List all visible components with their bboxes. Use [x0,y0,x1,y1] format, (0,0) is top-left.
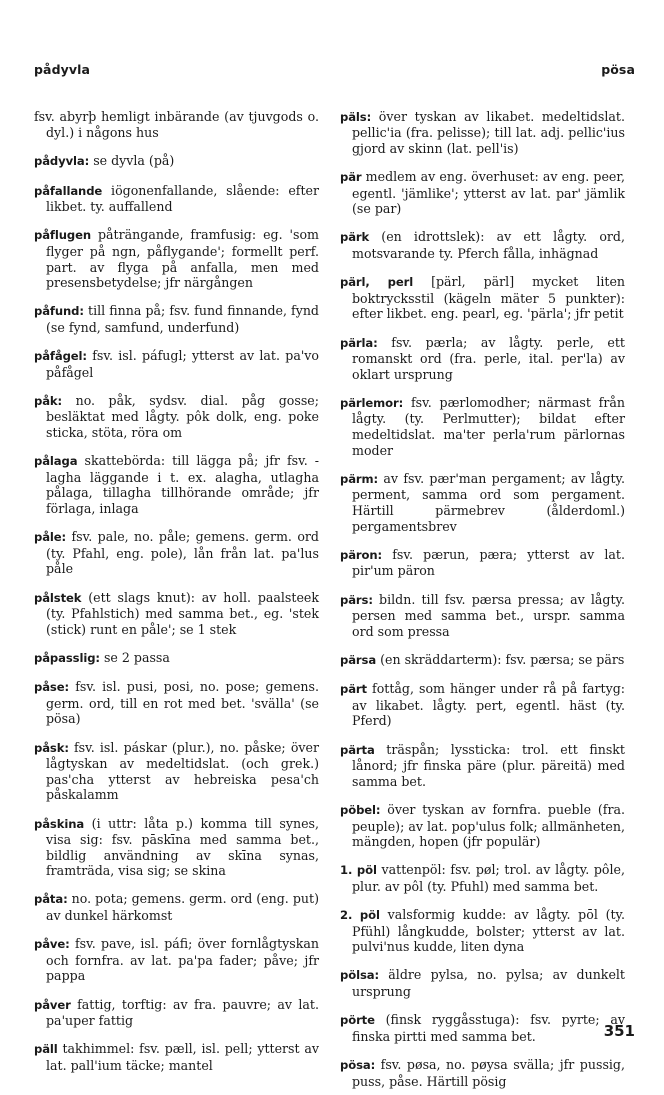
definition: bildn. till fsv. pærsa pressa; av lågty. persen med samma bet., urspr. samma ord som pressa [352,591,625,639]
headword: påpasslig: [34,650,100,665]
dictionary-entry [340,592,625,640]
headword: pålstek [34,590,82,605]
dictionary-entry [34,740,319,803]
definition: fottåg, som hänger under rå på fartyg: av likabet. lågty. pert, egentl. häst (ty. Pferd) [352,681,625,729]
definition: se 2 passa [103,649,170,665]
left-column [34,96,319,1079]
definition: äldre pylsa, no. pylsa; av dunkelt ursprung [352,967,625,1000]
definition: fsv. pærlomodher; närmast från lågty. (ty. Perlmutter); bildat efter medeltidslat. ma'ter perla'rum pärlornas moder [352,394,625,458]
right-column [340,96,625,1094]
headword: pärm: [340,471,379,486]
definition: medlem av eng. överhuset: av eng. peer, egentl. 'jämlike'; ytterst av lat. par' jämlik (se par) [352,168,625,217]
headword: pärs: [340,592,373,607]
dictionary-entry [34,936,319,984]
headword: påve: [34,937,70,952]
dictionary-entry [34,590,319,638]
dictionary-entry [34,393,319,441]
dictionary-entry [340,109,625,157]
headword: pådyvla: [34,154,90,169]
headword: 2. pöl [340,908,380,923]
headword: pölsa: [340,968,379,983]
headword: påse: [34,680,70,695]
dictionary-entry [340,742,625,790]
headword: påflugen [34,228,92,243]
headword: påver [34,997,71,1012]
headword: pärt [340,682,367,697]
definition: över tyskan av likabet. medeltidslat. pellic'ia (fra. pelisse); till lat. adj. pellic'ius gjord av skinn (lat. pell'is) [352,108,625,156]
dictionary-entry [340,1057,625,1089]
definition: (i uttr: låta p.) komma till synes, visa sig: fsv. pāskīna med samma bet., bildlig användning av skīna synas, framträda, visa sig; se skina [46,815,319,879]
dictionary-entry [340,681,625,729]
headword: pärlemor: [340,395,404,410]
definition: fsv. pærla; av lågty. perle, ett romanskt ord (fra. perle, ital. per'la) av oklart ursprung [352,334,625,382]
headword: pålaga [34,454,78,469]
headword: päron: [340,547,383,562]
definition: takhimmel: fsv. pæll, isl. pell; ytterst av lat. pall'ium täcke; mantel [46,1041,319,1073]
dictionary-entry [340,274,625,322]
headword: pärk [340,230,370,245]
dictionary-entry [340,907,625,955]
headword: pärta [340,742,375,757]
dictionary-entry [34,453,319,516]
dictionary-entry [34,227,319,290]
headword: pärl, perl [340,275,414,290]
dictionary-entry [340,169,625,217]
definition: (finsk ryggåsstuga): fsv. pyrte; av finska pirtti med samma bet. [352,1012,625,1044]
definition: no. påk, sydsv. dial. påg gosse; besläktat med lågty. pôk dolk, eng. poke sticka, stöta, röra om [46,392,319,441]
dictionary-entry [340,862,625,894]
definition: fsv. abyrþ hemligt inbärande (av tjuvgods o. dyl.) i någons hus [34,108,319,141]
definition: fsv. pave, isl. páfi; över fornlågtyskan och fornfra. av lat. pa'pa fader; påve; jfr pappa [46,936,319,984]
dictionary-entry [34,348,319,380]
running-head-right: pösa [601,62,635,77]
headword: pösa: [340,1058,376,1072]
headword: pöbel: [340,802,381,817]
dictionary-entry [340,471,625,534]
headword: påfallande [34,183,103,198]
definition: fsv. pale, no. påle; gemens. germ. ord (ty. Pfahl, eng. pole), lån från lat. pa'lus påle [46,529,319,577]
dictionary-entry [340,802,625,850]
definition: [pärl, pärl] mycket liten boktrycksstil (kägeln mäter 5 punkter): efter likbet. eng. pearl, eg. 'pärla'; jfr petit [352,274,626,322]
dictionary-entry [34,153,319,170]
definition: iögonenfallande, slående: efter likbet. ty. auffallend [46,182,319,215]
running-head-left: pådyvla [34,62,91,77]
definition: (en skräddarterm): fsv. pærsa; se pärs [380,651,625,667]
definition: (ett slags knut): av holl. paalsteek (ty. Pfahlstich) med samma bet., eg. 'stek (stick) runt en påle'; se 1 stek [46,589,319,637]
definition: fsv. pøsa, no. pøysa svälla; jfr pussig, puss, påse. Härtill pösig [352,1057,625,1089]
headword: 1. pöl [340,863,377,878]
definition: fattig, torftig: av fra. pauvre; av lat. pa'uper fattig [46,996,319,1029]
definition: vattenpöl: fsv. pøl; trol. av lågty. pôle, plur. av pôl (ty. Pfuhl) med samma bet. [352,862,625,894]
definition: fsv. isl. páskar (plur.), no. påske; över lågtyskan av medeltidslat. (och grek.) pas'cha ytterst av hebreiska pesa'ch påskalamm [46,739,319,803]
dictionary-entry [34,816,319,879]
dictionary-entry [34,997,319,1029]
definition: över tyskan av fornfra. pueble (fra. peuple); av lat. pop'ulus folk; allmänheten, mängden, hopen (jfr populär) [352,801,625,850]
definition: av fsv. pær'man pergament; av lågty. perment, samma ord som pergament. Härtill pärmebrev (ålderdoml.) pergamentsbrev [352,470,625,534]
definition: till finna på; fsv. fund finnande, fynd (se fynd, samfund, underfund) [46,303,319,335]
headword: pörte [340,1013,375,1028]
dictionary-entry [34,679,319,727]
headword: påk: [34,393,63,408]
definition: skattebörda: till lägga på; jfr fsv. -lagha läggande i t. ex. alagha, utlagha pålaga, tillagha tillhörande område; jfr förlaga, inlaga [46,453,319,517]
dictionary-entry [340,229,625,261]
definition: påträngande, framfusig: eg. 'som flyger på ngn, påflygande'; formellt perf. part. av flyga på anfalla, men med presensbetydelse; jfr närgången [46,227,319,291]
headword: påle: [34,530,67,545]
definition: fsv. pærun, pæra; ytterst av lat. pir'um päron [352,546,625,579]
dictionary-entry [34,303,319,335]
dictionary-entry [340,395,625,458]
headword: påskina [34,816,85,831]
dictionary-entry [340,967,625,999]
headword: pärla: [340,335,378,350]
page-number: 351 [603,1022,635,1040]
headword: påfund: [34,304,84,319]
definition: se dyvla (på) [93,153,175,169]
dictionary-entry [34,183,319,215]
headword: pär [340,169,362,184]
headword: påta: [34,892,68,907]
dictionary-entry [34,891,319,923]
definition: no. pota; gemens. germ. ord (eng. put) av dunkel härkomst [46,891,319,924]
headword: päls: [340,109,372,124]
dictionary-entry [340,1012,625,1044]
definition: (en idrottslek): av ett lågty. ord, motsvarande ty. Pferch fålla, inhägnad [352,229,625,261]
dictionary-entry [340,335,625,383]
dictionary-entry [340,547,625,579]
definition: fsv. isl. pusi, posi, no. pose; gemens. germ. ord, till en rot med bet. 'svälla' (se pösa) [46,679,319,727]
dictionary-entry [340,652,625,669]
headword: pärsa [340,652,377,667]
headword: påfågel: [34,349,87,364]
headword: päll [34,1042,58,1057]
dictionary-entry [34,529,319,577]
definition: valsformig kudde: av lågty. pōl (ty. Pfühl) långkudde, bolster; ytterst av lat. pulvi'nus kudde, liten dyna [352,907,625,955]
headword: påsk: [34,740,69,755]
dictionary-entry [34,109,319,141]
dictionary-entry [34,1041,319,1073]
dictionary-entry [34,650,319,667]
definition: fsv. isl. páfugl; ytterst av lat. pa'vo påfågel [46,348,319,380]
definition: träspån; lyssticka: trol. ett finskt lånord; jfr finska päre (plur. päreitä) med samma bet. [352,741,625,789]
